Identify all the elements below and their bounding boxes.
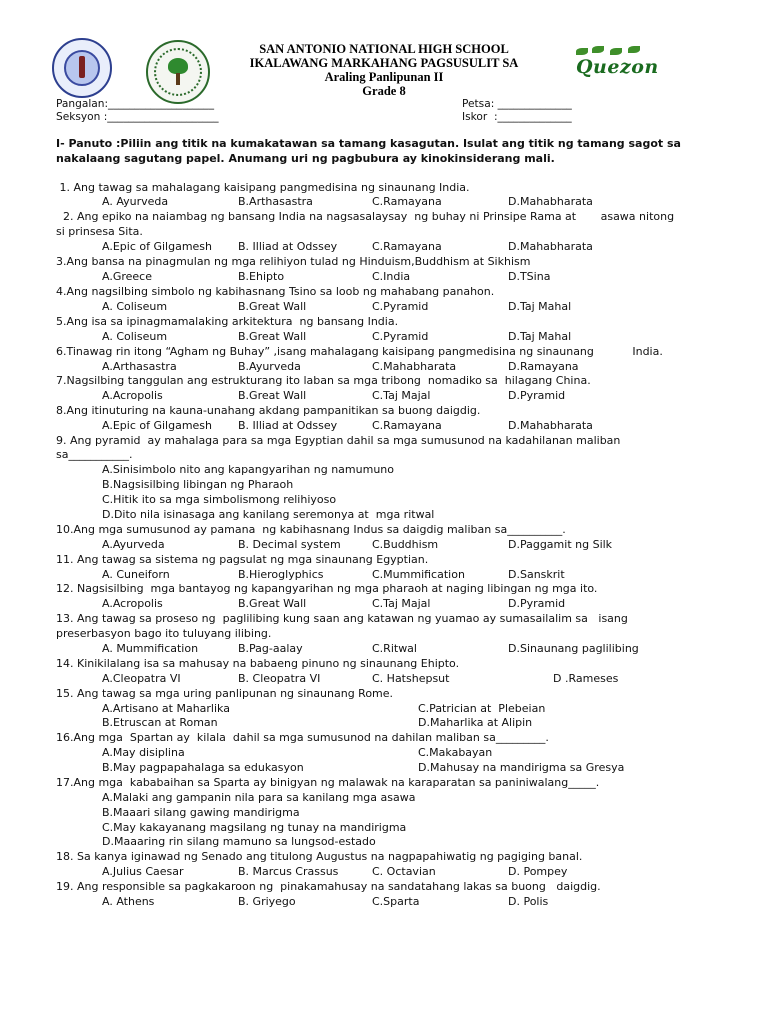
date-field: Petsa: ______________ bbox=[462, 98, 572, 110]
question-stem: 3.Ang bansa na pinagmulan ng mga relihiyon tulad ng Hinduism,Buddhism at Sikhism bbox=[56, 255, 531, 268]
choice-d: D.Taj Mahal bbox=[508, 300, 572, 313]
question-stem-cont: si prinsesa Sita. bbox=[56, 225, 143, 238]
choice-b: B.Great Wall bbox=[238, 597, 307, 610]
choice-c: C.Buddhism bbox=[372, 538, 439, 551]
choice-a: A.Acropolis bbox=[102, 597, 163, 610]
choice-a: A. Coliseum bbox=[102, 300, 168, 313]
choice-c: C.Ritwal bbox=[372, 642, 417, 655]
choice-a: A.Acropolis bbox=[102, 389, 163, 402]
question-stem: 8.Ang itinuturing na kauna-unahang akdang pampanitikan sa buong daigdig. bbox=[56, 404, 481, 417]
question-stem-cont: preserbasyon bago ito tuluyang ilibing. bbox=[56, 627, 272, 640]
question-stem: 2. Ang epiko na naiambag ng bansang India na nagsasalaysay ng buhay ni Prinsipe Rama at asawa nitong bbox=[56, 210, 675, 223]
choice-a: A.Arthasastra bbox=[102, 360, 177, 373]
choice-b: B. Decimal system bbox=[238, 538, 341, 551]
choice-b: B. Illiad at Odssey bbox=[238, 240, 338, 253]
choice-d: D.Ramayana bbox=[508, 360, 579, 373]
question-stem: 14. Kinikilalang isa sa mahusay na babaeng pinuno ng sinaunang Ehipto. bbox=[56, 657, 460, 670]
question-stem: 5.Ang isa sa ipinagmamalaking arkitektura ng bansang India. bbox=[56, 315, 399, 328]
choice-d: D.Sanskrit bbox=[508, 568, 565, 581]
section-field: Seksyon :_____________________ bbox=[56, 111, 219, 123]
choice-a: A. Coliseum bbox=[102, 330, 168, 343]
question-stem: 9. Ang pyramid ay mahalaga para sa mga Egyptian dahil sa mga sumusunod na kadahilanan maliban bbox=[56, 434, 621, 447]
choice-d: D.TSina bbox=[508, 270, 551, 283]
choice-c: C.Ramayana bbox=[372, 419, 442, 432]
choice-b: B.Great Wall bbox=[238, 330, 307, 343]
choice-c: C.Mahabharata bbox=[372, 360, 457, 373]
question-stem: 18. Sa kanya iginawad ng Senado ang titulong Augustus na nagpapahiwatig ng pagiging banal. bbox=[56, 850, 583, 863]
question-stem: 16.Ang mga Spartan ay kilala dahil sa mga sumusunod na dahilan maliban sa_________. bbox=[56, 731, 549, 744]
choice-d: D.Taj Mahal bbox=[508, 330, 572, 343]
choice-b: B. Marcus Crassus bbox=[238, 865, 339, 878]
exam-title: IKALAWANG MARKAHANG PAGSUSULIT SA bbox=[249, 56, 519, 70]
choice-b: B. Illiad at Odssey bbox=[238, 419, 338, 432]
subject-title: Araling Panlipunan II bbox=[324, 70, 444, 84]
choice-b: B.May pagpapahalaga sa edukasyon bbox=[102, 761, 304, 774]
choice-a: A.Cleopatra VI bbox=[102, 672, 181, 685]
score-field: Iskor :______________ bbox=[462, 111, 572, 123]
question-stem: 19. Ang responsible sa pagkakaroon ng pinakamahusay na sandatahang lakas sa buong daigdig. bbox=[56, 880, 601, 893]
choice-d: D.Dito nila isinasaga ang kanilang seremonya at mga ritwal bbox=[102, 508, 435, 521]
question-stem-cont: sa___________. bbox=[56, 448, 133, 461]
choice-c: C.Hitik ito sa mga simbolismong relihiyoso bbox=[102, 493, 337, 506]
choice-d: D. Polis bbox=[508, 895, 549, 908]
choice-d: D.Maharlika at Alipin bbox=[418, 716, 533, 729]
choice-c: C.Pyramid bbox=[372, 330, 429, 343]
question-stem: 1. Ang tawag sa mahalagang kaisipang pangmedisina ng sinaunang India. bbox=[56, 181, 470, 194]
choice-d: D.Maaaring rin silang mamuno sa lungsod-estado bbox=[102, 835, 376, 848]
choice-c: C.Pyramid bbox=[372, 300, 429, 313]
choice-a: A. Cuneiforn bbox=[102, 568, 170, 581]
choice-b: B.Hieroglyphics bbox=[238, 568, 324, 581]
choice-b: B.Arthasastra bbox=[238, 195, 313, 208]
question-stem: 13. Ang tawag sa proseso ng paglilibing kung saan ang katawan ng yuamao ay sumasailalim sa isang bbox=[56, 612, 628, 625]
question-stem: 7.Nagsilbing tanggulan ang estrukturang ito laban sa mga tribong nomadiko sa hilagang China. bbox=[56, 374, 591, 387]
choice-b: B.Great Wall bbox=[238, 389, 307, 402]
question-stem: 17.Ang mga kababaihan sa Sparta ay binigyan ng malawak na karaparatan sa paniniwalang_____. bbox=[56, 776, 600, 789]
choice-a: A. Ayurveda bbox=[102, 195, 169, 208]
question-stem: 11. Ang tawag sa sistema ng pagsulat ng mga sinaunang Egyptian. bbox=[56, 553, 429, 566]
choice-c: C.India bbox=[372, 270, 411, 283]
choice-d: D.Mahabharata bbox=[508, 419, 593, 432]
choice-c: C. Hatshepsut bbox=[372, 672, 450, 685]
grade-level: Grade 8 bbox=[362, 84, 406, 98]
choice-a: A.Epic of Gilgamesh bbox=[102, 240, 213, 253]
question-stem: 4.Ang nagsilbing simbolo ng kabihasnang Tsino sa loob ng mahabang panahon. bbox=[56, 285, 495, 298]
question-stem: 10.Ang mga sumusunod ay pamana ng kabihasnang Indus sa daigdig maliban sa__________. bbox=[56, 523, 566, 536]
choice-a: A.Malaki ang gampanin nila para sa kanilang mga asawa bbox=[102, 791, 416, 804]
choice-d: D.Mahabharata bbox=[508, 195, 593, 208]
choice-b: B.Ayurveda bbox=[238, 360, 301, 373]
choice-a: A.Artisano at Maharlika bbox=[102, 702, 230, 715]
choice-a: A. Athens bbox=[102, 895, 155, 908]
choice-b: B. Griyego bbox=[238, 895, 296, 908]
choice-c: C.Sparta bbox=[372, 895, 420, 908]
choice-c: C.Patrician at Plebeian bbox=[418, 702, 546, 715]
choice-b: B. Cleopatra VI bbox=[238, 672, 321, 685]
choice-b: B.Pag-aalay bbox=[238, 642, 303, 655]
choice-a: A. Mummification bbox=[102, 642, 199, 655]
choice-b: B.Etruscan at Roman bbox=[102, 716, 218, 729]
choice-d: D.Paggamit ng Silk bbox=[508, 538, 613, 551]
choice-c: C.Mummification bbox=[372, 568, 465, 581]
choice-a: A.Sinisimbolo nito ang kapangyarihan ng namumuno bbox=[102, 463, 394, 476]
question-stem: 15. Ang tawag sa mga uring panlipunan ng sinaunang Rome. bbox=[56, 687, 394, 700]
choice-c: C.Makabayan bbox=[418, 746, 493, 759]
choice-c: C. Octavian bbox=[372, 865, 436, 878]
choice-a: A.Julius Caesar bbox=[102, 865, 184, 878]
choice-d: D. Pompey bbox=[508, 865, 568, 878]
name-field: Pangalan:____________________ bbox=[56, 98, 214, 110]
choice-a: A.May disiplina bbox=[102, 746, 185, 759]
question-stem: 12. Nagsisilbing mga bantayog ng kapangyarihan ng mga pharaoh at naging libingan ng mga ito. bbox=[56, 582, 598, 595]
choice-d: D.Mahabharata bbox=[508, 240, 593, 253]
instructions: I- Panuto :Piliin ang titik na kumakatawan sa tamang kasagutan. Isulat ang titik ng tamang sagot sa nakalaang sagutang papel. Anumang uri ng pagbubura ay kinokinsiderang mali. bbox=[56, 137, 681, 165]
choice-d: D .Rameses bbox=[553, 672, 619, 685]
choice-a: A.Greece bbox=[102, 270, 152, 283]
question-stem: 6.Tinawag rin itong “Agham ng Buhay” ,isang mahalagang kaisipang pangmedisina ng sinaunang India. bbox=[56, 345, 663, 358]
choice-d: D.Mahusay na mandirigma sa Gresya bbox=[418, 761, 625, 774]
choice-d: D.Pyramid bbox=[508, 597, 566, 610]
choice-d: D.Pyramid bbox=[508, 389, 566, 402]
choice-c: C.Ramayana bbox=[372, 195, 442, 208]
choice-c: C.Taj Majal bbox=[372, 389, 431, 402]
choice-c: C.May kakayanang magsilang ng tunay na mandirigma bbox=[102, 821, 407, 834]
choice-d: D.Sinaunang paglilibing bbox=[508, 642, 639, 655]
quezon-logo-text: Quezon bbox=[576, 56, 659, 78]
choice-b: B.Maaari silang gawing mandirigma bbox=[102, 806, 300, 819]
choice-b: B.Great Wall bbox=[238, 300, 307, 313]
choice-c: C.Ramayana bbox=[372, 240, 442, 253]
choice-a: A.Epic of Gilgamesh bbox=[102, 419, 213, 432]
choice-a: A.Ayurveda bbox=[102, 538, 165, 551]
choice-c: C.Taj Majal bbox=[372, 597, 431, 610]
choice-b: B.Nagsisilbing libingan ng Pharaoh bbox=[102, 478, 294, 491]
school-name: SAN ANTONIO NATIONAL HIGH SCHOOL bbox=[259, 42, 509, 56]
choice-b: B.Ehipto bbox=[238, 270, 285, 283]
